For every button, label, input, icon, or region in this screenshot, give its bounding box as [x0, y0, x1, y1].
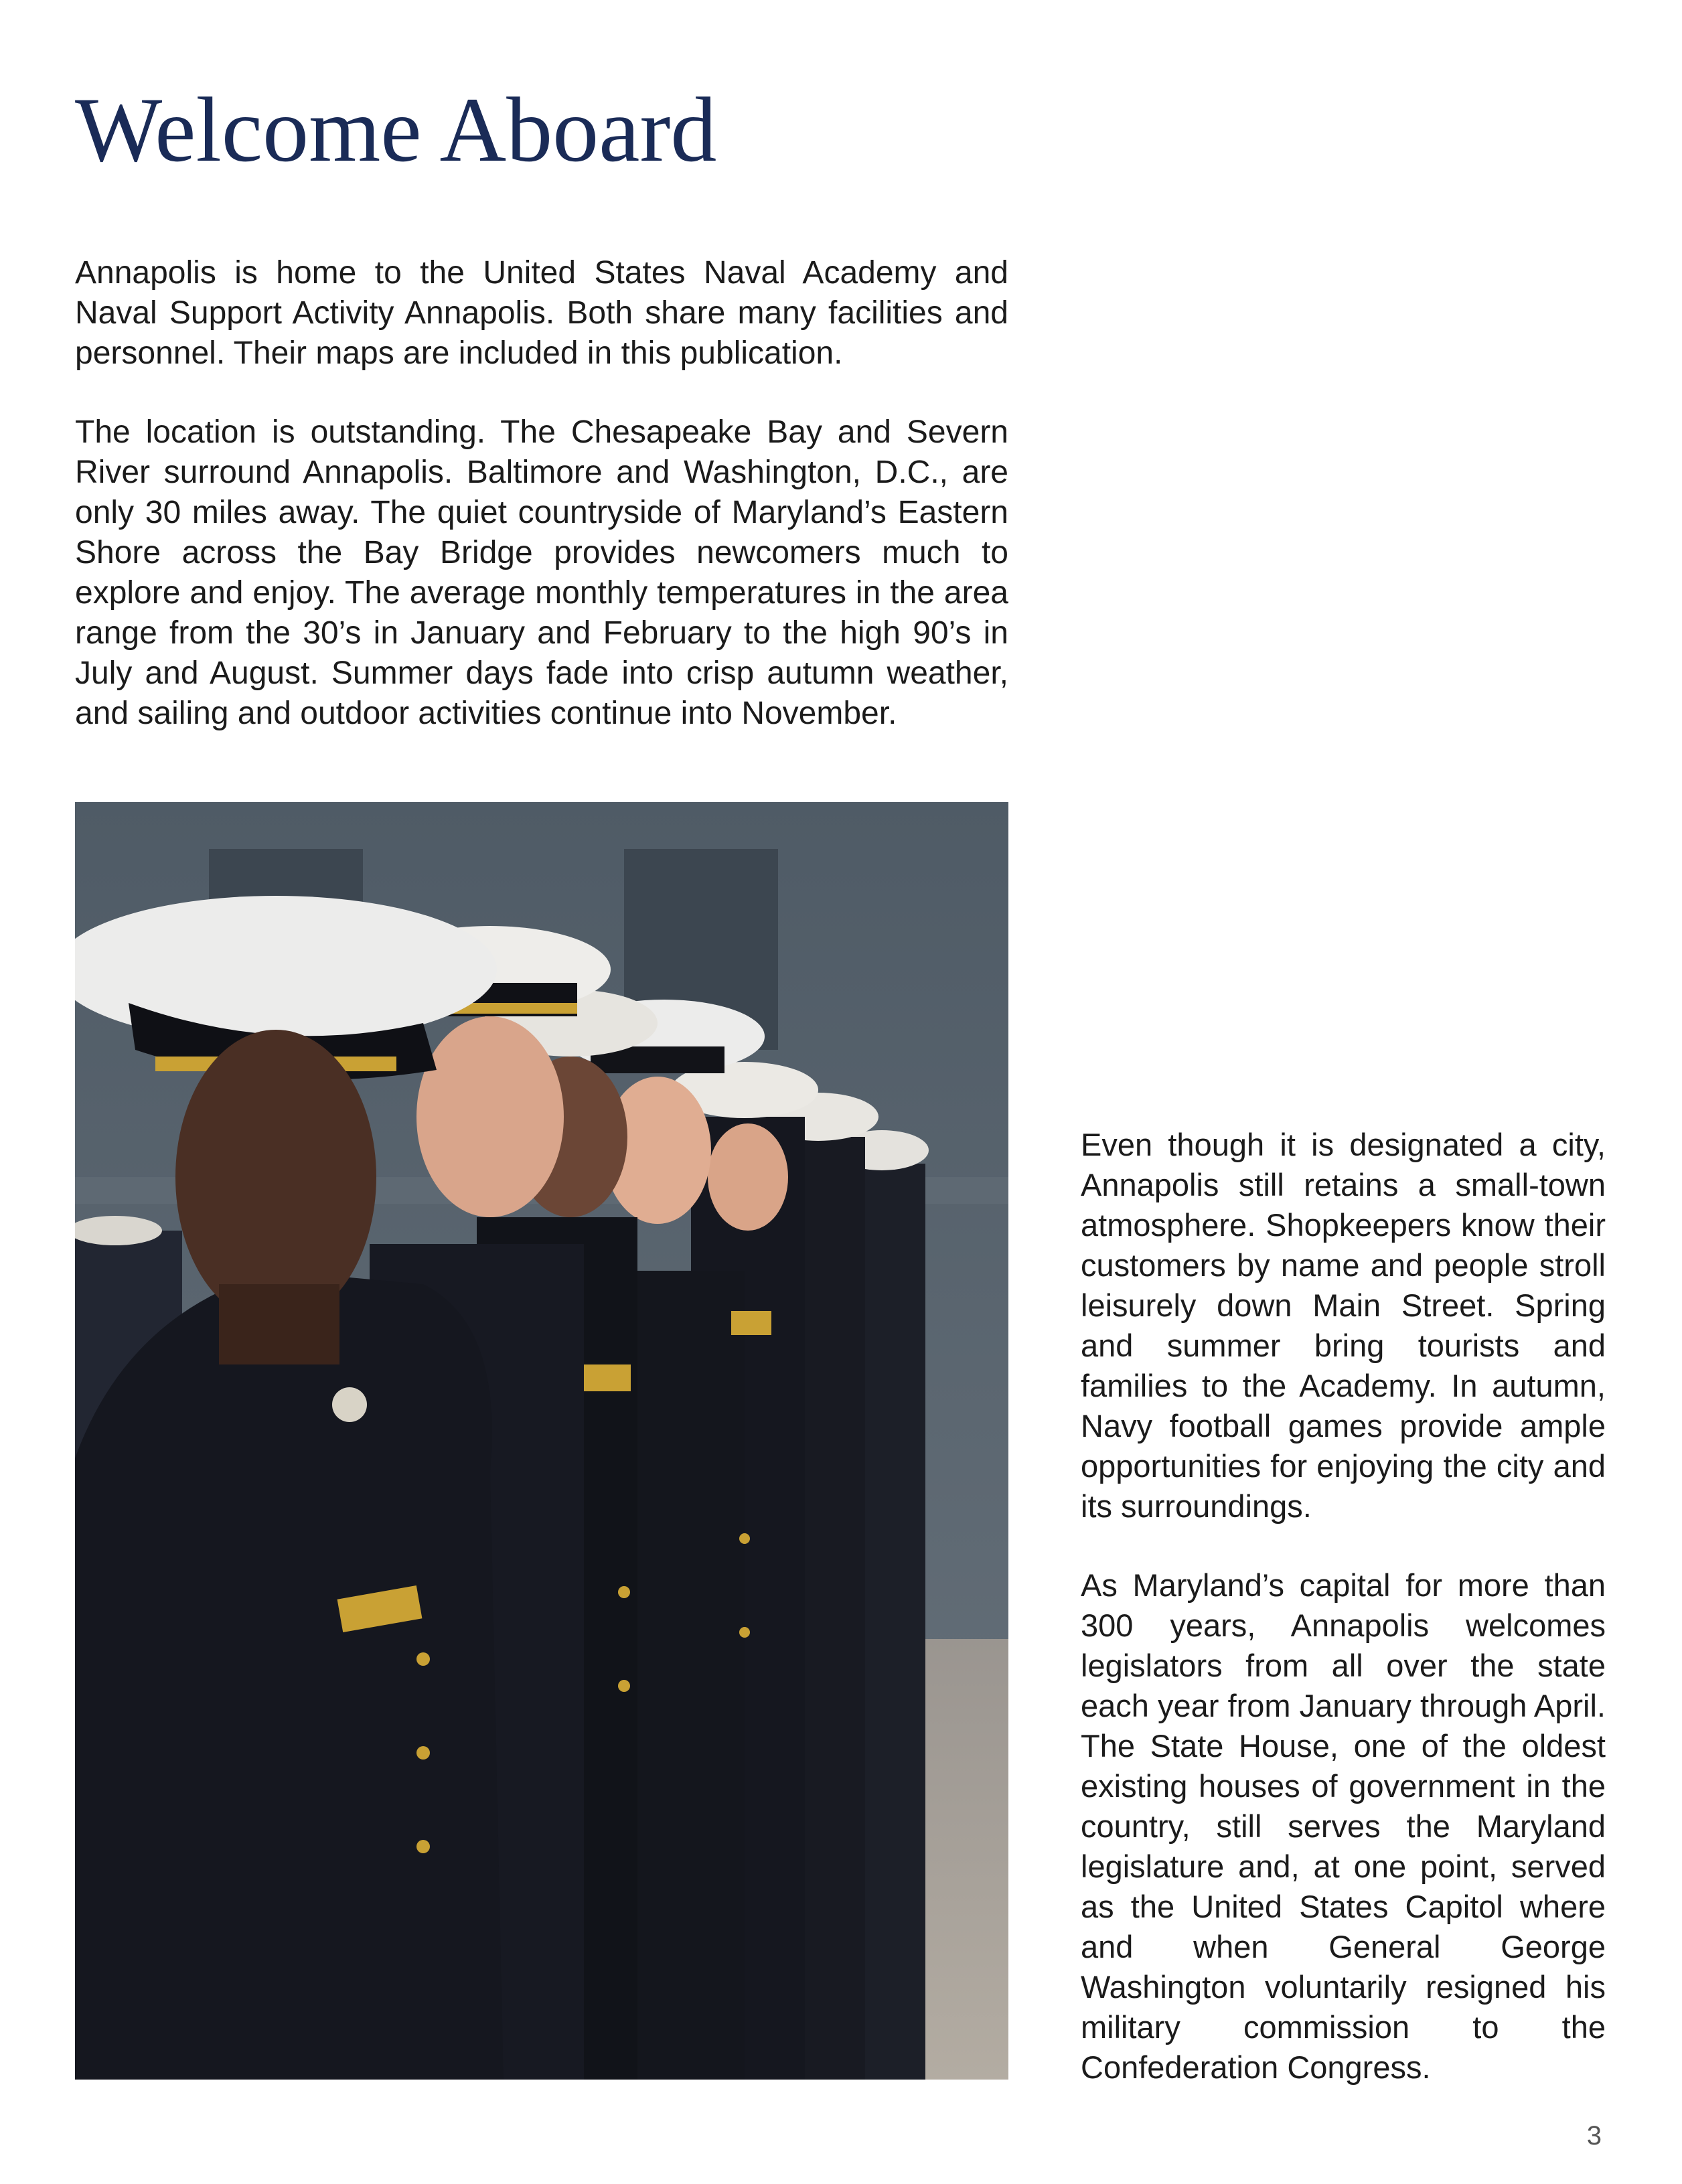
page-number: 3	[1586, 2121, 1602, 2151]
intro-paragraph: Annapolis is home to the United States Naval Academy and Naval Support Activity Annapolis. Both share many facilities and personnel. Their maps are included in this publication.	[75, 255, 1008, 371]
location-paragraph: The location is outstanding. The Chesapeake Bay and Severn River surround Annapolis. Baltimore and Washington, D.C., are only 30 miles away. The quiet countryside of Maryland’s Eastern Shore across the Bay Bridge provides newcomers much to explore and enjoy. The average monthly temperatures in the area range from the 30’s in January and February to the high 90’s in July and August. Summer days fade into crisp autumn weather, and sailing and outdoor activities continue into November.	[75, 414, 1008, 731]
capital-paragraph: As Maryland’s capital for more than 300 years, Annapolis welcomes legislators from all over the state each year from January through April. The State House, one of the oldest existing houses of government in the country, still serves the Maryland legislature and, at one point, served as the United States Capitol where and when General George Washington voluntarily resigned his military commission to the Confederation Congress.	[1081, 1567, 1606, 2085]
midshipmen-photo	[75, 802, 1008, 2080]
page-title: Welcome Aboard	[75, 78, 717, 181]
left-text-column	[75, 253, 1008, 773]
right-text-column	[1081, 1125, 1606, 2126]
photo-illustration	[75, 802, 1008, 2080]
small-town-paragraph: Even though it is designated a city, Annapolis still retains a small-town atmosphere. Shopkeepers know their customers by name and people stroll leisurely down Main Street. Spring and summer bring tourists and families to the Academy. In autumn, Navy football games provide ample opportunities for enjoying the city and its surroundings.	[1081, 1127, 1606, 1524]
